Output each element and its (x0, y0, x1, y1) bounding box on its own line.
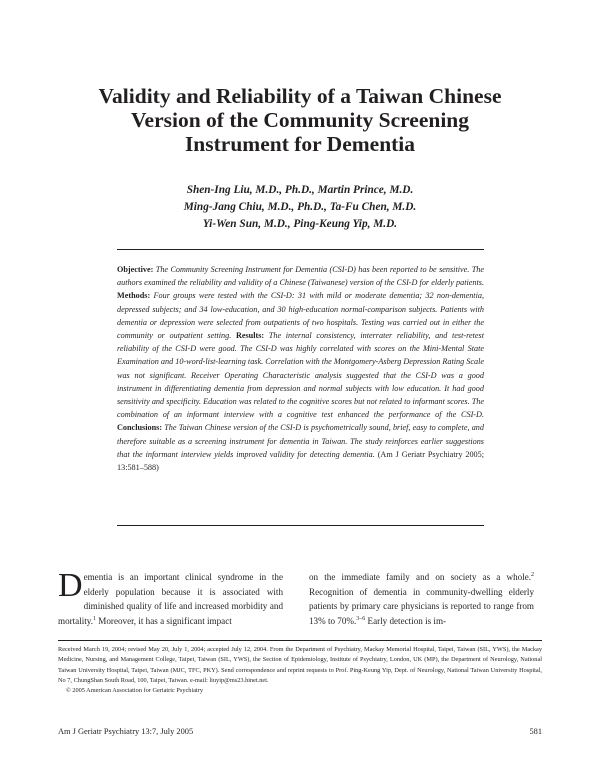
page-number: 581 (529, 727, 542, 736)
reference-marker: 2 (531, 571, 534, 578)
journal-citation: Am J Geriatr Psychiatry 13:7, July 2005 (58, 727, 194, 736)
reference-marker: 3–6 (356, 615, 366, 622)
author-line: Shen-Ing Liu, M.D., Ph.D., Martin Prince, M.D. (186, 184, 414, 196)
footnote-rule (58, 640, 542, 641)
received-note: Received March 19, 2004; revised May 20, July 1, 2004; accepted July 12, 2004. From the Department of Psychiatry, Mackay Memorial Hospital, Taipei, Taiwan (SIL, YWS), the Mackay Medicine, Nursing, and Management College, Taipei, Taiwan (SIL, YWS), the Section of Epidemiology, Institute of Psychiatry, London, UK (MP), the Department of Neurology, National Taiwan University Hospital, Taipei, Taiwan (MJC, TFC, PKY). Send correspondence and reprint requests to Prof. Ping-Keung Yip, Dept. of Neurology, National Taiwan University Hospital, No 7, ChungShan South Road, 100, Taipei, Taiwan. e-mail: liuyip@ms23.hinet.net. (58, 646, 542, 684)
author-list (60, 182, 540, 233)
article-title (40, 84, 560, 156)
reference-marker: 1 (93, 615, 97, 622)
methods-heading: Methods: (117, 291, 151, 301)
methods-text: Four groups were tested with the CSI-D: 31 with mild or moderate dementia; 32 non-dementia, depressed subjects; and 34 low-education, and 30 high-education normal-comparison subjects. Patients with dementia or depression were selected from outpatients of two hospitals. Testing was carried out in either the community or outpatient setting. (117, 291, 484, 341)
body-text: on the immediate family and on society as a whole. (309, 572, 531, 582)
body-column-left (58, 567, 283, 628)
objective-text: The Community Screening Instrument for Dementia (CSI-D) has been reported to be sensitive. The authors examined the reliability and validity of a Chinese (Taiwanese) version of the CSI-D for elderly patients. (117, 265, 484, 288)
copyright-note: © 2005 American Association for Geriatric Psychiatry (66, 687, 203, 695)
body-text: Early detection is im- (365, 615, 447, 626)
body-text: Recognition of dementia in community-dwelling elderly patients by primary care physicians is reported to range from 13% to 70%. (309, 586, 534, 626)
author-line: Yi-Wen Sun, M.D., Ping-Keung Yip, M.D. (202, 218, 398, 230)
title-line: Instrument for Dementia (184, 132, 416, 156)
results-heading: Results: (235, 331, 265, 341)
drop-cap: D (58, 567, 83, 604)
results-text: The internal consistency, interrater reliability, and test-retest reliability of the CSI-D were good. The CSI-D was highly correlated with scores on the Mini-Mental State Examination and 10-word-list-learning task. Correlation with the Montgomery-Asberg Depression Rating Scale was not significant. Receiver Operating Characteristic analysis suggested that the CSI-D was a good instrument in differentiating dementia from depression and normal subjects with low education. It had good sensitivity and specificity. Education was related to the cognitive scores but not related to informant scores. The combination of an informant interview with a cognitive test enhanced the performance of the CSI-D. (117, 331, 484, 420)
abstract-citation: (Am J Geriatr Psychiatry 2005; 13:581–588) (117, 449, 484, 473)
title-line: Validity and Reliability of a Taiwan Chinese (98, 84, 502, 108)
author-line: Ming-Jang Chiu, M.D., Ph.D., Ta-Fu Chen, M.D. (183, 201, 417, 213)
abstract (117, 263, 484, 474)
abstract-top-rule (117, 249, 484, 250)
conclusions-heading: Conclusions: (117, 423, 163, 433)
body-text: ementia is an important clinical syndrome in the elderly population because it is associated with diminished quality of life and increased morbidity and mortality. (58, 572, 283, 626)
abstract-bottom-rule (117, 525, 484, 526)
body-column-right (309, 570, 534, 628)
footnote (58, 645, 542, 696)
objective-heading: Objective: (117, 265, 154, 274)
conclusions-text: The Taiwan Chinese version of the CSI-D is psychometrically sound, brief, easy to complete, and therefore suitable as a screening instrument for dementia in Taiwan. The study reinforces earlier suggestions that the informant interview yields improved validity for detecting dementia. (117, 423, 484, 459)
title-line: Version of the Community Screening (130, 108, 470, 132)
body-text: Moreover, it has a significant impact (96, 615, 232, 626)
